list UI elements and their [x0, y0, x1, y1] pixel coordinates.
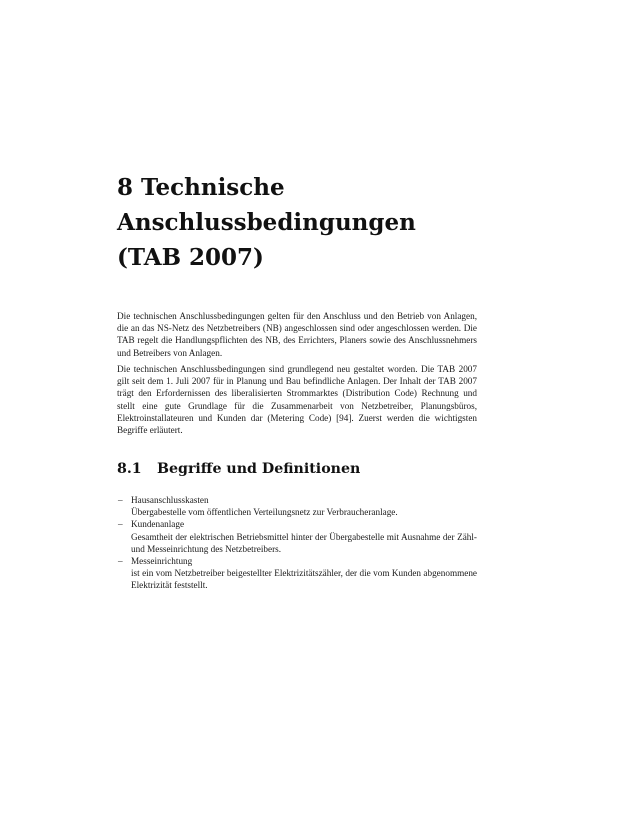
definition-item [117, 518, 477, 555]
section-number: 8.1 [117, 461, 142, 477]
definition-list [117, 494, 477, 592]
chapter-title-line: Anschlussbedingungen [117, 209, 416, 236]
definition-description: Gesamtheit der elektrischen Betriebsmittel hinter der Übergabestelle mit Ausnahme der Zähl- und Messeinrichtung des Netzbetreibers. [131, 531, 477, 554]
list-dash: – [118, 495, 123, 505]
definition-item [117, 555, 477, 592]
list-dash: – [118, 519, 123, 530]
chapter-title [117, 170, 477, 275]
definition-term: Kundenanlage [131, 519, 185, 530]
section-title: Begriffe und Definitionen [157, 461, 361, 477]
chapter-title-line: (TAB 2007) [117, 244, 264, 271]
section-heading [117, 459, 477, 479]
intro-paragraph: Die technischen Anschlussbedingungen gelten für den Anschluss und den Betrieb von Anlagen, die an das NS-Netz des Netzbetreibers (NB) angeschlossen sind oder angeschlossen werden. Die TAB regelt die Handlungspflichten des NB, des Errichters, Planers sowie des Anschlussnehmers und Betreibers von Anlagen. [117, 311, 477, 358]
body-paragraph: Die technischen Anschlussbedingungen sind grundlegend neu gestaltet worden. Die TAB 2007 gilt seit dem 1. Juli 2007 für in Planung und Bau befindliche Anlagen. Der Inhalt der TAB 2007 trägt den Erfordernissen des liberalisierten Strommarktes (Distribution Code) Rechnung und stellt eine gute Grundlage für die Zusammenarbeit von Netzbetreiber, Planungsbüros, Elektroinstallateuren und Kunden dar (Metering Code) [94]. Zuerst werden die wichtigsten Begriffe erläutert. [117, 364, 477, 436]
definition-term: Messeinrichtung [131, 556, 193, 567]
list-dash: – [118, 556, 123, 567]
definition-term: Hausanschlusskasten [131, 495, 209, 505]
definition-description: ist ein vom Netzbetreiber beigestellter Elektrizitätszähler, der die vom Kunden abgenommene Elektrizität feststellt. [131, 568, 477, 591]
definition-item [117, 494, 477, 518]
chapter-title-line: 8 Technische [117, 174, 285, 201]
definition-description: Übergabestelle vom öffentlichen Verteilungsnetz zur Verbraucheranlage. [131, 507, 398, 518]
